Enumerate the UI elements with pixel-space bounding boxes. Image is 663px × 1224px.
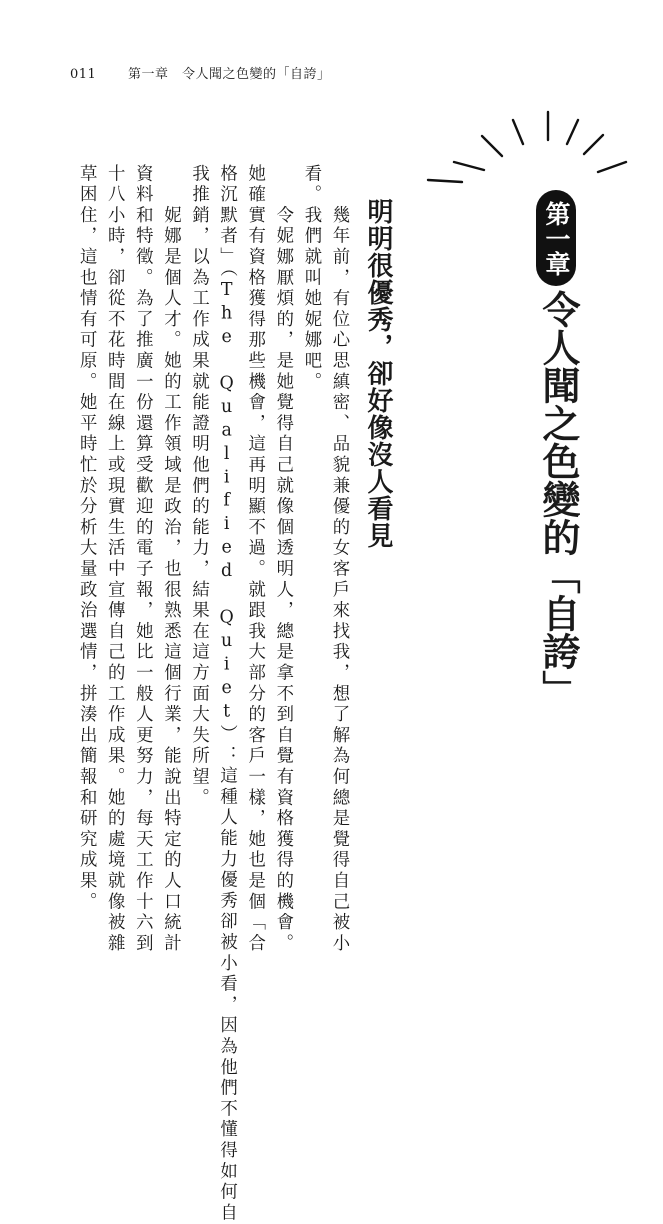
section-title: 明明很優秀，卻好像沒人看見 [363,198,393,549]
body-line: 我推銷，以為工作成果就能證明他們的能力，結果在這方面大失所望。 [188,164,209,809]
chapter-badge-label: 第一章 [542,200,571,276]
chapter-title: 令人聞之色變的「自誇」 [536,290,580,708]
body-line: 草困住，這也情有可原。她平時忙於分析大量政治選情，拼湊出簡報和研究成果。 [76,164,97,913]
running-title: 第一章 令人聞之色變的「自誇」 [128,67,331,82]
body-line: 十八小時，卻從不花時間在線上或現實生活中宣傳自己的工作成果。她的處境就像被雜 [104,164,125,955]
body-line: 格沉默者」（The Qualified Quiet）：這種人能力優秀卻被小看，因為他們不懂得如何自 [216,164,237,1224]
body-line: 令妮娜厭煩的，是她覺得自己就像個透明人，總是拿不到自覺有資格獲得的機會。 [272,164,293,955]
body-line: 看。我們就叫她妮娜吧。 [300,164,321,393]
body-line: 幾年前，有位心思縝密、品貌兼優的女客戶來找我，想了解為何總是覺得自己被小 [329,164,349,955]
page-number: 011 [70,67,97,82]
body-line: 資料和特徵。為了推廣一份還算受歡迎的電子報，她比一般人更努力，每天工作十六到 [132,164,153,955]
body-line: 妮娜是個人才。她的工作領域是政治，也很熟悉這個行業，能說出特定的人口統計 [160,164,181,955]
chapter-badge [536,190,576,286]
sunburst-rays-icon [418,100,638,190]
body-text [72,164,353,1224]
body-line: 她確實有資格獲得那些機會，這再明顯不過。就跟我大部分的客戶一樣，她也是個「合 [244,164,265,955]
